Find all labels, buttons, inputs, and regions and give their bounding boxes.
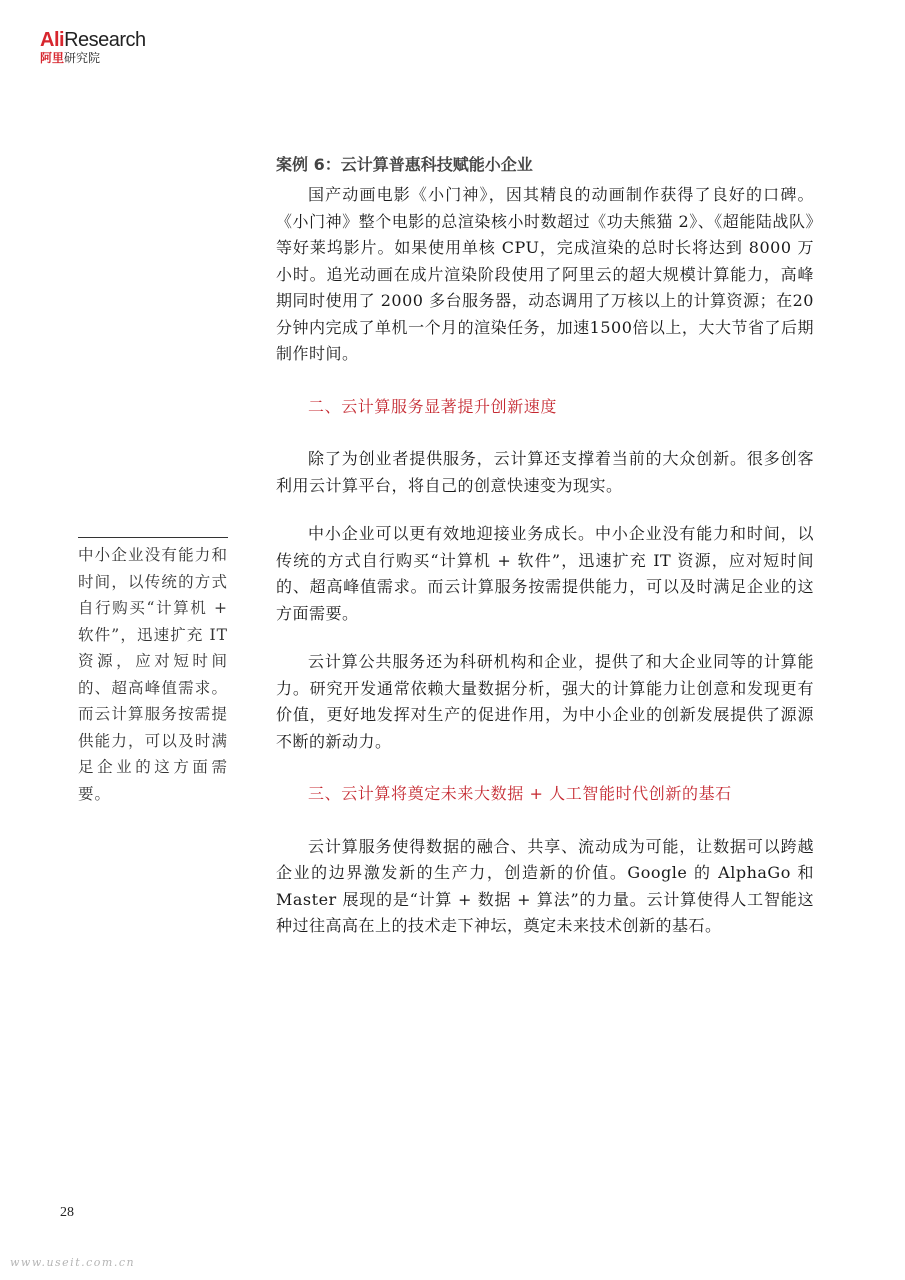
logo-wordmark	[40, 30, 146, 50]
section2-paragraph-3: 云计算公共服务还为科研机构和企业，提供了和大企业同等的计算能力。研究开发通常依赖大量数据分析，强大的计算能力让创意和发现更有价值，更好地发挥对生产的促进作用，为中小企业的创新发展提供了源源不断的新动力。	[276, 652, 814, 751]
aliresearch-logo	[40, 30, 146, 64]
section2-paragraph-1: 除了为创业者提供服务，云计算还支撑着当前的大众创新。很多创客利用云计算平台，将自己的创意快速变为现实。	[276, 449, 814, 495]
sidenote	[78, 537, 228, 807]
section3-paragraph: 云计算服务使得数据的融合、共享、流动成为可能，让数据可以跨越企业的边界激发新的生产力，创造新的价值。Google 的 AlphaGo 和 Master 展现的是“计算 + 数据 + 算法”的力量。云计算使得人工智能这种过往高高在上的技术走下神坛，奠定未来技术创新的基石。	[276, 836, 814, 935]
logo-ali-text: Ali	[40, 29, 65, 51]
section-heading-3: 三、云计算将奠定未来大数据 + 人工智能时代创新的基石	[308, 784, 732, 803]
page-number: 28	[60, 1205, 74, 1220]
logo-sub-red: 阿里	[40, 51, 65, 65]
case-title: 案例 6：云计算普惠科技赋能小企业	[276, 155, 533, 174]
sidenote-text: 中小企业没有能力和时间，以传统的方式自行购买“计算机 + 软件”，迅速扩充 IT 资源，应对短时间的、超高峰值需求。而云计算服务按需提供能力，可以及时满足企业的这方面需要。	[78, 546, 228, 803]
logo-research-text: Research	[64, 29, 146, 51]
main-content	[276, 152, 814, 940]
logo-subtitle	[40, 52, 146, 64]
section-heading-2: 二、云计算服务显著提升创新速度	[308, 396, 558, 416]
logo-sub-dark: 研究院	[64, 51, 101, 65]
watermark: www.useit.com.cn	[10, 1256, 136, 1269]
section2-paragraph-2: 中小企业可以更有效地迎接业务成长。中小企业没有能力和时间，以传统的方式自行购买“计算机 + 软件”，迅速扩充 IT 资源，应对短时间的、超高峰值需求。而云计算服务按需提供能力，可以及时满足企业的这方面需要。	[276, 524, 814, 623]
case-paragraph: 国产动画电影《小门神》，因其精良的动画制作获得了良好的口碑。《小门神》整个电影的总渲染核小时数超过《功夫熊猫 2》、《超能陆战队》等好莱坞影片。如果使用单核 CPU，完成渲染的总时长将达到 8000 万小时。追光动画在成片渲染阶段使用了阿里云的超大规模计算能力，高峰期同时使用了 2000 多台服务器，动态调用了万核以上的计算资源；在20分钟内完成了单机一个月的渲染任务，加速1500倍以上，大大节省了后期制作时间。	[276, 185, 814, 363]
